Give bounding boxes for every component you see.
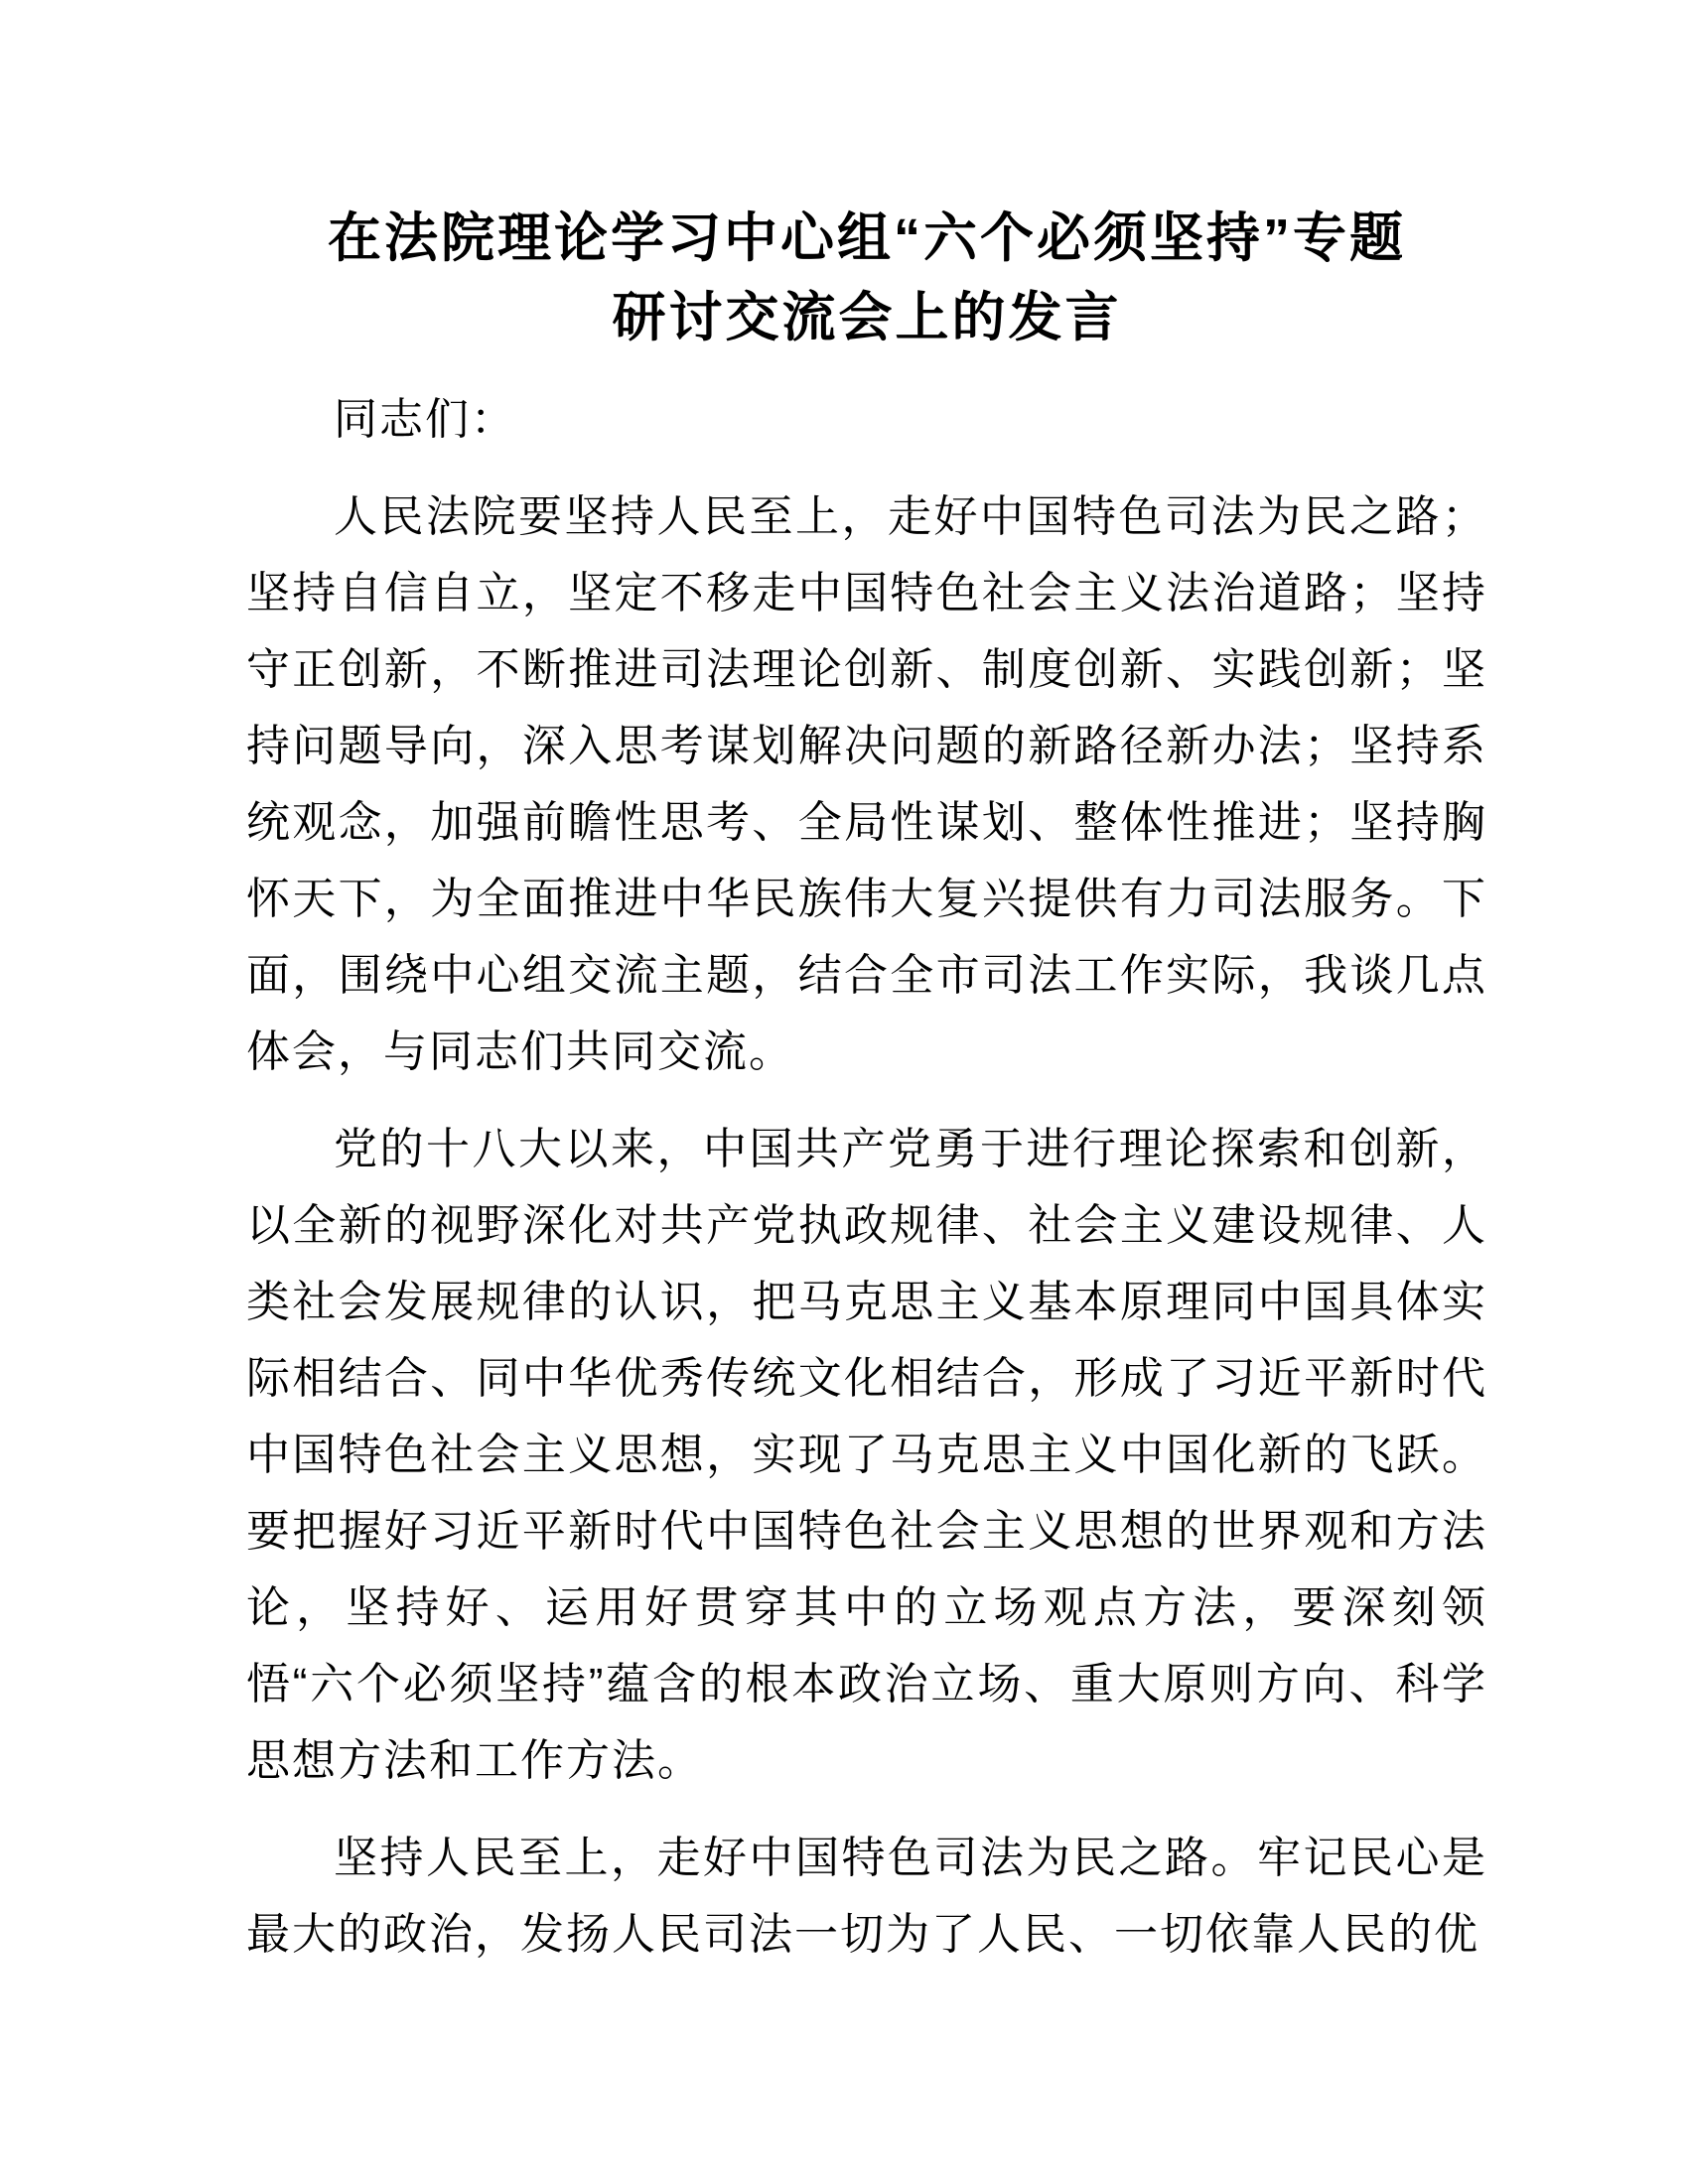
document-title — [246, 199, 1487, 357]
paragraph: 人民法院要坚持人民至上，走好中国特色司法为民之路；坚持自信自立，坚定不移走中国特色社会主义法治道路；坚持守正创新，不断推进司法理论创新、制度创新、实践创新；坚持问题导向，深入思考谋划解决问题的新路径新办法；坚持系统观念，加强前瞻性思考、全局性谋划、整体性推进；坚持胸怀天下，为全面推进中华民族伟大复兴提供有力司法服务。下面，围绕中心组交流主题，结合全市司法工作实际，我谈几点体会，与同志们共同交流。 — [246, 492, 1487, 1076]
document-body — [246, 381, 1487, 1973]
paragraph: 同志们： — [334, 395, 516, 444]
paragraph: 坚持人民至上，走好中国特色司法为民之路。牢记民心是最大的政治，发扬人民司法一切为了人民、一切依靠人民的优 — [246, 1834, 1487, 1959]
paragraph: 党的十八大以来，中国共产党勇于进行理论探索和创新，以全新的视野深化对共产党执政规律、社会主义建设规律、人类社会发展规律的认识，把马克思主义基本原理同中国具体实际相结合、同中华优秀传统文化相结合，形成了习近平新时代中国特色社会主义思想，实现了马克思主义中国化新的飞跃。要把握好习近平新时代中国特色社会主义思想的世界观和方法论，坚持好、运用好贯穿其中的立场观点方法，要深刻领悟“六个必须坚持”蕴含的根本政治立场、重大原则方向、科学思想方法和工作方法。 — [246, 1125, 1487, 1785]
document-title-line-2: 研讨交流会上的发言 — [612, 288, 1122, 347]
document-title-line-1: 在法院理论学习中心组“六个必须坚持”专题 — [328, 208, 1406, 268]
